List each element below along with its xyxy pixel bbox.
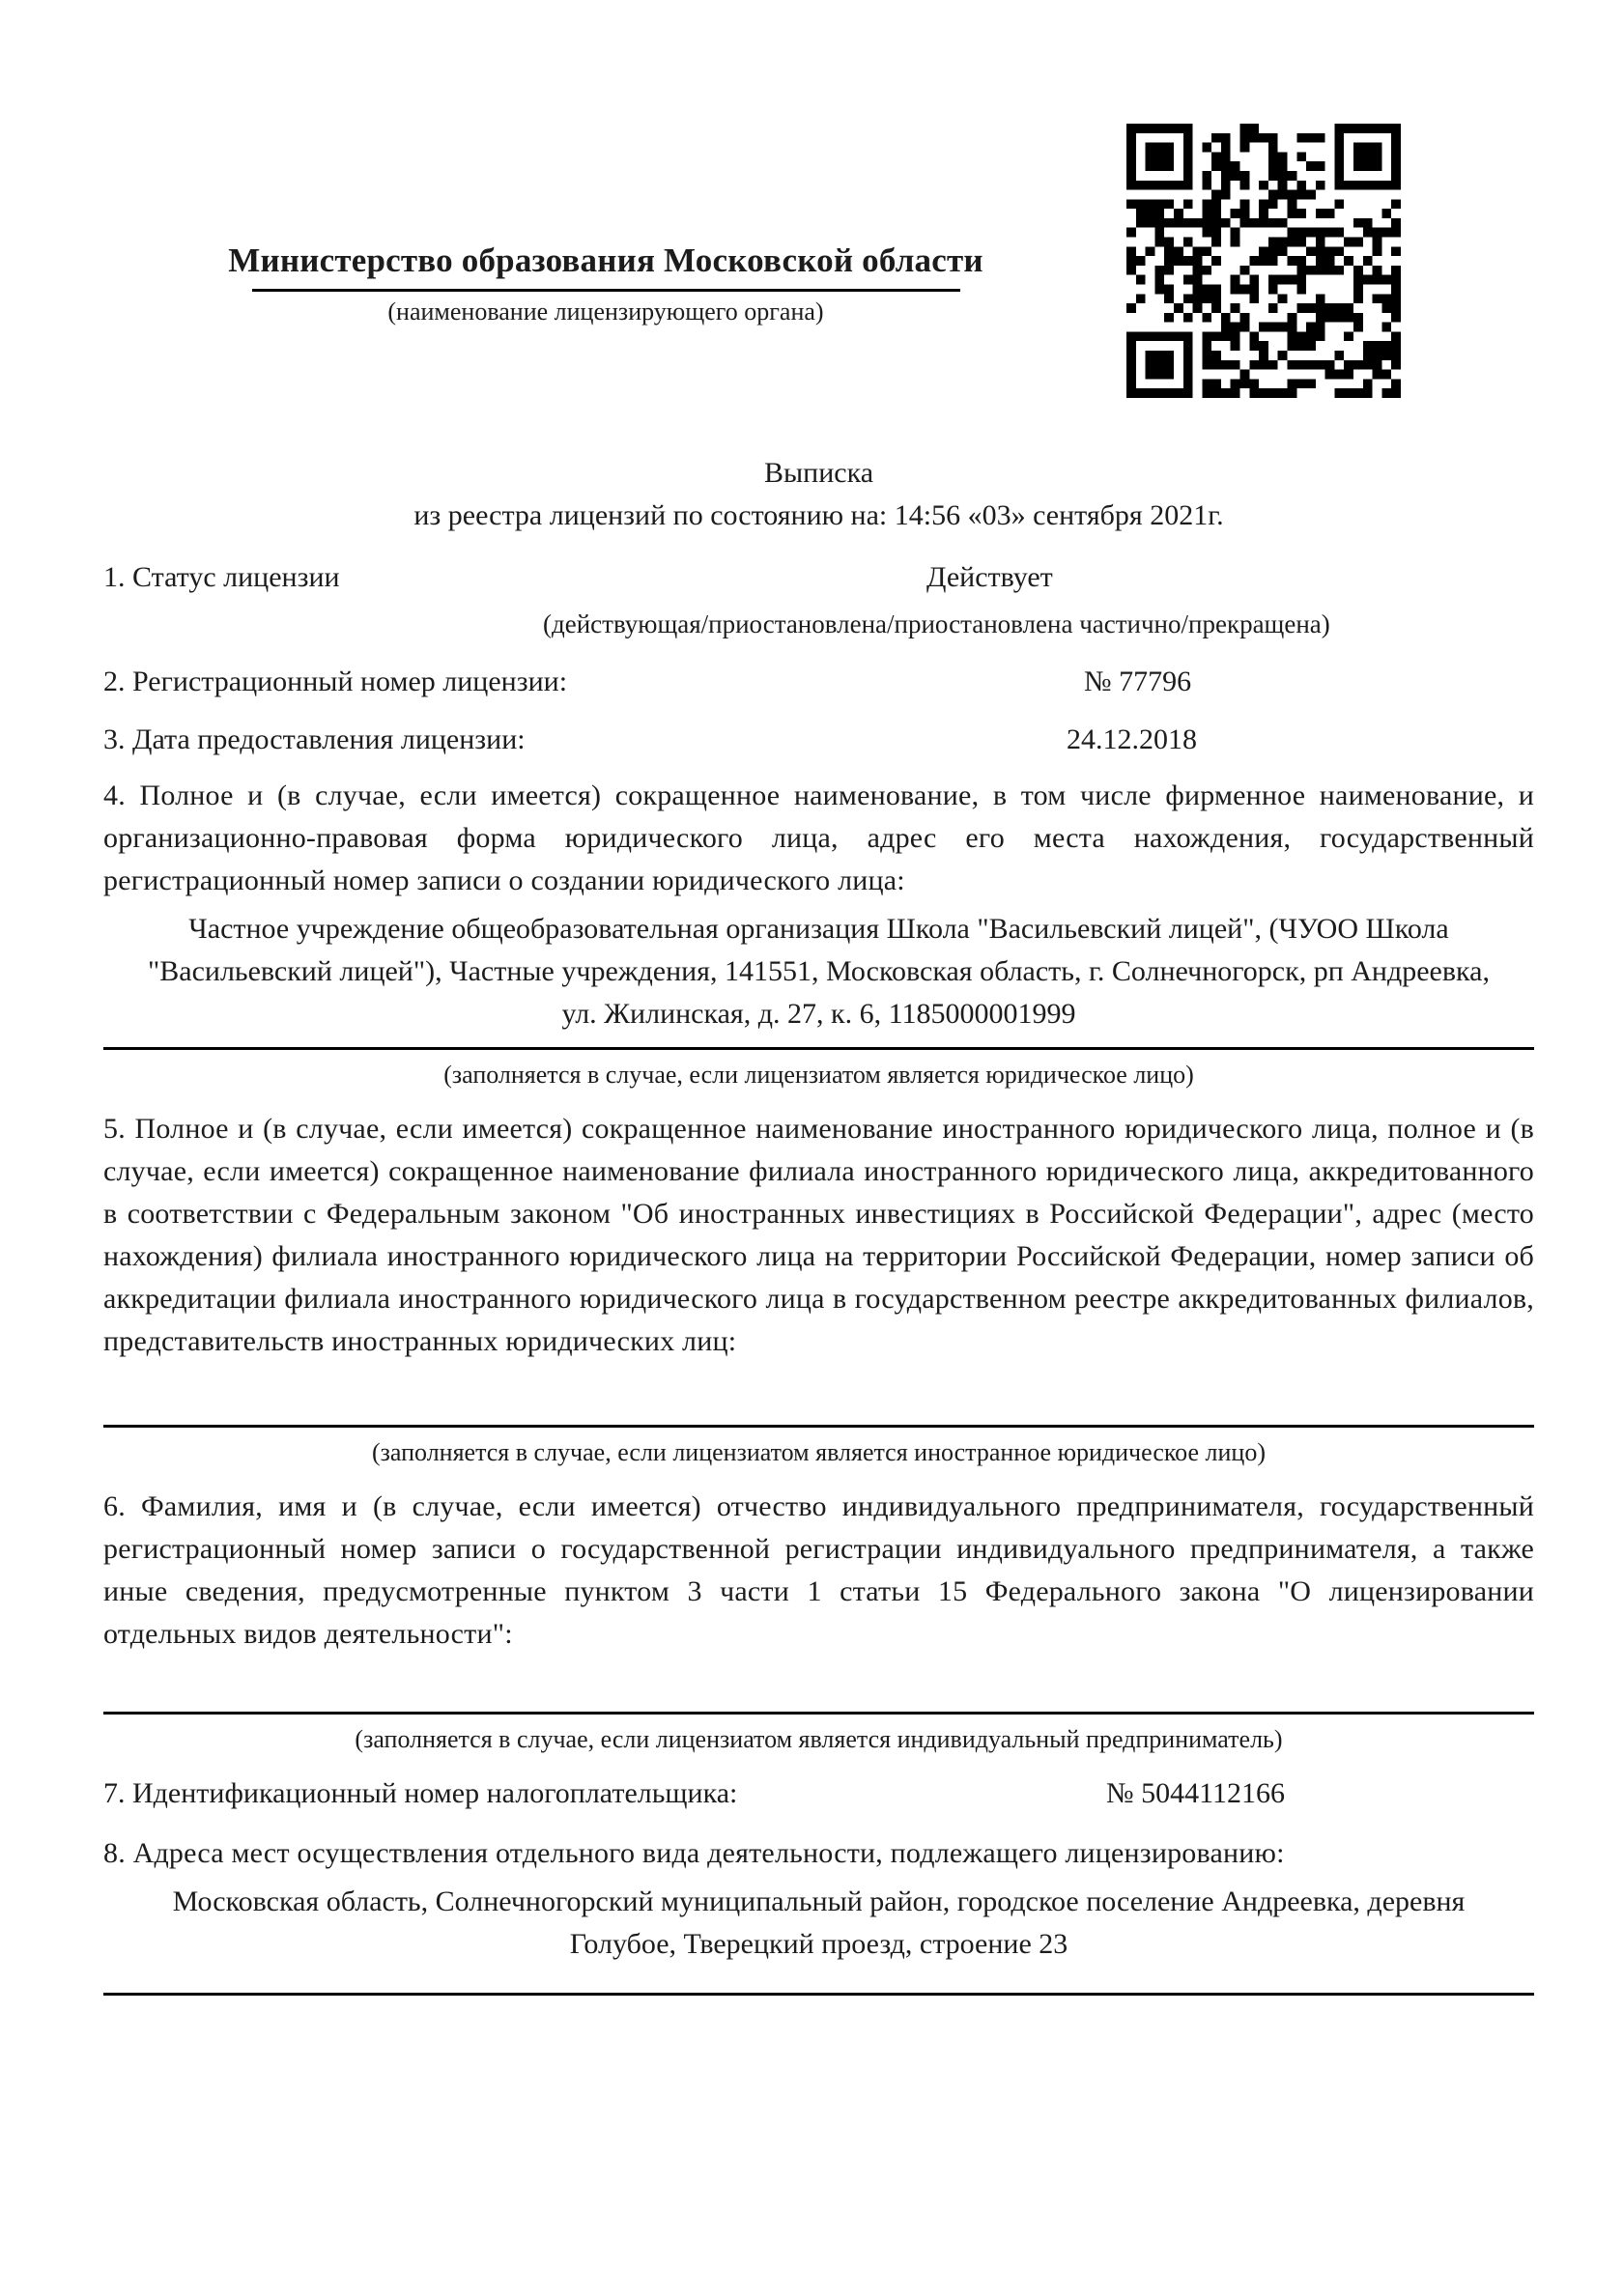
document-title: Выписка	[763, 457, 874, 489]
registration-number-row	[103, 661, 1534, 703]
separator-line	[103, 1425, 1534, 1428]
qr-code-svg	[1126, 124, 1401, 398]
activity-addresses-value: Московская область, Солнечногорский муниципальный район, городское поселение Андреевка, деревня Голубое, Тверецкий проезд, строение 23	[172, 1885, 1466, 1960]
document-body	[103, 452, 1534, 1996]
ministry-title: Министерство образования Московской области	[228, 241, 983, 279]
licensee-name: Частное учреждение общеобразовательная организация Школа "Васильевский лицей", (ЧУОО Школа "Васильевский лицей"), Частные учреждения, 141551, Московская область, г. Солнечногорск, рп Андреевка, ул. Жилинская, д. 27, к. 6, 1185000001999	[148, 913, 1490, 1030]
legal-entity-paragraph: 4. Полное и (в случае, если имеется) сокращенное наименование, в том числе фирменное наименование, и организационно-правовая форма юридического лица, адрес его места нахождения, государственный регистрационный номер записи о создании юридического лица:	[103, 780, 1534, 896]
taxpayer-id-label: 7. Идентификационный номер налогоплательщика:	[103, 1777, 738, 1809]
registration-number-label: 2. Регистрационный номер лицензии:	[103, 666, 568, 697]
foreign-entity-caption: (заполняется в случае, если лицензиатом является иностранное юридическое лицо)	[372, 1438, 1266, 1466]
grant-date-label: 3. Дата предоставления лицензии:	[103, 723, 526, 755]
license-status-caption: (действующая/приостановлена/приостановлена частично/прекращена)	[543, 609, 1330, 638]
entrepreneur-caption: (заполняется в случае, если лицензиатом является индивидуальный предприниматель)	[355, 1725, 1283, 1753]
registration-number-value: № 77796	[1084, 666, 1192, 697]
ministry-underline	[252, 289, 960, 292]
qr-code-icon	[1126, 124, 1401, 398]
separator-line	[103, 1712, 1534, 1715]
taxpayer-id-value: № 5044112166	[1106, 1777, 1286, 1809]
separator-line	[103, 1993, 1534, 1996]
taxpayer-id-row	[103, 1772, 1534, 1815]
legal-entity-caption: (заполняется в случае, если лицензиатом является юридическое лицо)	[443, 1061, 1194, 1089]
grant-date-row	[103, 719, 1534, 761]
license-status-row	[103, 556, 1534, 599]
license-status-label: 1. Статус лицензии	[103, 561, 340, 593]
document-header	[103, 241, 1108, 326]
grant-date-value: 24.12.2018	[1067, 723, 1197, 755]
foreign-entity-paragraph: 5. Полное и (в случае, если имеется) сокращенное наименование иностранного юридического лица, полное и (в случае, если имеется) сокращенное наименование филиала иностранного юридического лица, аккредитованного в соответствии с Федеральным законом "Об иностранных инвестициях в Российской Федерации", адрес (место нахождения) филиала иностранного юридического лица на территории Российской Федерации, номер записи об аккредитации филиала иностранного юридического лица в государственном реестре аккредитованных филиалов, представительств иностранных юридических лиц:	[103, 1113, 1534, 1357]
separator-line	[103, 1047, 1534, 1050]
entrepreneur-paragraph: 6. Фамилия, имя и (в случае, если имеется) отчество индивидуального предпринимателя, государственный регистрационный номер записи о государственной регистрации индивидуального предпринимателя, а также иные сведения, предусмотренные пунктом 3 части 1 статьи 15 Федерального закона "О лицензировании отдельных видов деятельности":	[103, 1490, 1534, 1650]
document-subtitle: из реестра лицензий по состоянию на: 14:56 «03» сентября 2021г.	[413, 499, 1224, 531]
activity-addresses-label: 8. Адреса мест осуществления отдельного вида деятельности, подлежащего лицензированию:	[103, 1837, 1285, 1869]
ministry-caption: (наименование лицензирующего органа)	[387, 298, 824, 326]
license-status-value: Действует	[926, 561, 1053, 593]
